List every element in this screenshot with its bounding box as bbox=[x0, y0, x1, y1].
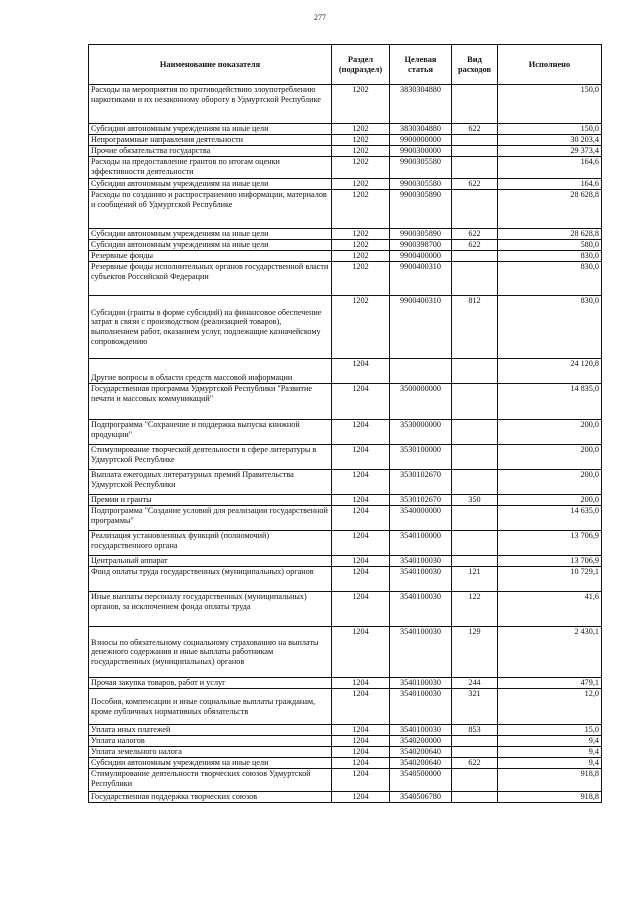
cell-section: 1202 bbox=[332, 251, 390, 262]
cell-target: 3540200640 bbox=[390, 747, 452, 758]
table-row bbox=[89, 627, 602, 678]
cell-section: 1204 bbox=[332, 567, 390, 592]
table-row bbox=[89, 296, 602, 359]
cell-amount: 28 628,8 bbox=[498, 190, 602, 229]
cell-kind: 321 bbox=[452, 689, 498, 725]
cell-kind bbox=[452, 769, 498, 792]
cell-kind: 622 bbox=[452, 179, 498, 190]
cell-section: 1204 bbox=[332, 736, 390, 747]
cell-name: Прочая закупка товаров, работ и услуг bbox=[89, 678, 332, 689]
cell-section: 1204 bbox=[332, 470, 390, 495]
cell-amount: 15,0 bbox=[498, 725, 602, 736]
cell-kind: 812 bbox=[452, 296, 498, 359]
cell-kind bbox=[452, 85, 498, 124]
cell-amount: 9,4 bbox=[498, 758, 602, 769]
cell-kind bbox=[452, 470, 498, 495]
table-row bbox=[89, 792, 602, 803]
cell-kind bbox=[452, 135, 498, 146]
cell-section: 1202 bbox=[332, 124, 390, 135]
cell-kind bbox=[452, 251, 498, 262]
cell-kind bbox=[452, 506, 498, 531]
cell-section: 1202 bbox=[332, 262, 390, 296]
cell-section: 1204 bbox=[332, 531, 390, 556]
cell-target: 3530000000 bbox=[390, 420, 452, 445]
cell-amount: 13 706,9 bbox=[498, 556, 602, 567]
cell-target: 3540506780 bbox=[390, 792, 452, 803]
cell-name: Расходы на мероприятия по противодействию злоупотреблению наркотиками и их незаконному обороту в Удмуртской Республике bbox=[89, 85, 332, 124]
cell-target: 9900305580 bbox=[390, 157, 452, 179]
table-row bbox=[89, 556, 602, 567]
header-amount: Исполнено bbox=[498, 45, 602, 85]
cell-name: Пособия, компенсации и иные социальные выплаты гражданам, кроме публичных нормативных обязательств bbox=[89, 689, 332, 725]
cell-section: 1204 bbox=[332, 359, 390, 384]
page-number: 277 bbox=[314, 13, 326, 22]
table-row bbox=[89, 359, 602, 384]
cell-target: 9900305890 bbox=[390, 190, 452, 229]
cell-amount: 150,0 bbox=[498, 85, 602, 124]
cell-amount: 200,0 bbox=[498, 420, 602, 445]
cell-kind bbox=[452, 420, 498, 445]
cell-kind bbox=[452, 747, 498, 758]
cell-target: 3540200640 bbox=[390, 758, 452, 769]
cell-amount: 830,0 bbox=[498, 296, 602, 359]
cell-name: Стимулирование деятельности творческих союзов Удмуртской Республики bbox=[89, 769, 332, 792]
cell-section: 1202 bbox=[332, 240, 390, 251]
cell-amount: 14 835,0 bbox=[498, 384, 602, 420]
table-row bbox=[89, 157, 602, 179]
table-row bbox=[89, 240, 602, 251]
table-row bbox=[89, 85, 602, 124]
cell-target: 3540200000 bbox=[390, 736, 452, 747]
cell-kind bbox=[452, 792, 498, 803]
cell-kind bbox=[452, 359, 498, 384]
cell-target: 3540100030 bbox=[390, 725, 452, 736]
cell-target: 3540100030 bbox=[390, 678, 452, 689]
cell-target: 3540100000 bbox=[390, 531, 452, 556]
cell-section: 1202 bbox=[332, 146, 390, 157]
cell-name: Субсидии автономным учреждениям на иные цели bbox=[89, 229, 332, 240]
cell-name: Премии и гранты bbox=[89, 495, 332, 506]
cell-name: Непрограммные направления деятельности bbox=[89, 135, 332, 146]
cell-amount: 9,4 bbox=[498, 736, 602, 747]
table-row bbox=[89, 495, 602, 506]
cell-amount: 200,0 bbox=[498, 445, 602, 470]
cell-target: 3540100030 bbox=[390, 689, 452, 725]
table-row bbox=[89, 689, 602, 725]
table-row bbox=[89, 384, 602, 420]
cell-name: Взносы по обязательному социальному страхованию на выплаты денежного содержания и иные выплаты работникам государственных (муниципальных) органов bbox=[89, 627, 332, 678]
cell-section: 1204 bbox=[332, 725, 390, 736]
table-row bbox=[89, 747, 602, 758]
cell-kind bbox=[452, 445, 498, 470]
cell-name: Выплата ежегодных литературных премий Правительства Удмуртской Республики bbox=[89, 470, 332, 495]
cell-target: 3540100030 bbox=[390, 556, 452, 567]
cell-section: 1202 bbox=[332, 157, 390, 179]
cell-amount: 164,6 bbox=[498, 157, 602, 179]
header-section: Раздел (подраздел) bbox=[332, 45, 390, 85]
cell-kind: 350 bbox=[452, 495, 498, 506]
cell-section: 1204 bbox=[332, 495, 390, 506]
table-row bbox=[89, 531, 602, 556]
header-kind: Вид расходов bbox=[452, 45, 498, 85]
cell-amount: 164,6 bbox=[498, 179, 602, 190]
cell-amount: 30 203,4 bbox=[498, 135, 602, 146]
cell-section: 1204 bbox=[332, 506, 390, 531]
table-header-row bbox=[89, 45, 602, 85]
cell-target: 3530102670 bbox=[390, 470, 452, 495]
cell-section: 1202 bbox=[332, 179, 390, 190]
cell-name: Прочие обязательства государства bbox=[89, 146, 332, 157]
cell-name: Реализация установленных функций (полномочий) государственного органа bbox=[89, 531, 332, 556]
cell-section: 1204 bbox=[332, 445, 390, 470]
budget-execution-table bbox=[88, 44, 602, 803]
cell-kind: 853 bbox=[452, 725, 498, 736]
cell-kind: 122 bbox=[452, 592, 498, 627]
cell-section: 1204 bbox=[332, 420, 390, 445]
table-row bbox=[89, 135, 602, 146]
table-row bbox=[89, 179, 602, 190]
cell-amount: 10 729,1 bbox=[498, 567, 602, 592]
cell-kind bbox=[452, 190, 498, 229]
cell-section: 1204 bbox=[332, 678, 390, 689]
cell-name: Уплата иных платежей bbox=[89, 725, 332, 736]
cell-name: Иные выплаты персоналу государственных (муниципальных) органов, за исключением фонда оплаты труда bbox=[89, 592, 332, 627]
cell-target: 3540100030 bbox=[390, 567, 452, 592]
table-row bbox=[89, 592, 602, 627]
cell-name: Другие вопросы в области средств массовой информации bbox=[89, 359, 332, 384]
cell-amount: 200,0 bbox=[498, 470, 602, 495]
table-row bbox=[89, 146, 602, 157]
cell-kind: 121 bbox=[452, 567, 498, 592]
cell-amount: 13 706,9 bbox=[498, 531, 602, 556]
cell-amount: 2 430,1 bbox=[498, 627, 602, 678]
cell-amount: 14 635,0 bbox=[498, 506, 602, 531]
cell-amount: 150,0 bbox=[498, 124, 602, 135]
table-row bbox=[89, 420, 602, 445]
cell-name: Подпрограмма "Сохранение и поддержка выпуска книжной продукции" bbox=[89, 420, 332, 445]
cell-amount: 830,0 bbox=[498, 251, 602, 262]
cell-name: Уплата налогов bbox=[89, 736, 332, 747]
cell-name: Субсидии автономным учреждениям на иные цели bbox=[89, 240, 332, 251]
table-row bbox=[89, 769, 602, 792]
cell-section: 1204 bbox=[332, 769, 390, 792]
cell-target: 3540000000 bbox=[390, 506, 452, 531]
cell-amount: 580,0 bbox=[498, 240, 602, 251]
cell-amount: 24 120,8 bbox=[498, 359, 602, 384]
table-row bbox=[89, 124, 602, 135]
cell-kind: 622 bbox=[452, 240, 498, 251]
table-row bbox=[89, 736, 602, 747]
cell-section: 1204 bbox=[332, 792, 390, 803]
cell-target: 3530100000 bbox=[390, 445, 452, 470]
cell-name: Субсидии автономным учреждениям на иные цели bbox=[89, 124, 332, 135]
cell-target: 9900000000 bbox=[390, 135, 452, 146]
cell-kind bbox=[452, 146, 498, 157]
cell-section: 1204 bbox=[332, 384, 390, 420]
cell-section: 1204 bbox=[332, 627, 390, 678]
table-row bbox=[89, 758, 602, 769]
cell-target: 3830304880 bbox=[390, 85, 452, 124]
header-name: Наименование показателя bbox=[89, 45, 332, 85]
cell-name: Фонд оплаты труда государственных (муниципальных) органов bbox=[89, 567, 332, 592]
table-row bbox=[89, 678, 602, 689]
table-row bbox=[89, 445, 602, 470]
cell-amount: 9,4 bbox=[498, 747, 602, 758]
cell-target: 3540500000 bbox=[390, 769, 452, 792]
cell-target: 9900398700 bbox=[390, 240, 452, 251]
cell-target: 3530102670 bbox=[390, 495, 452, 506]
cell-kind: 622 bbox=[452, 124, 498, 135]
cell-name: Центральный аппарат bbox=[89, 556, 332, 567]
cell-amount: 830,0 bbox=[498, 262, 602, 296]
cell-target: 3830304880 bbox=[390, 124, 452, 135]
cell-name: Резервные фонды исполнительных органов государственной власти субъектов Российской Федерации bbox=[89, 262, 332, 296]
cell-target: 9900305580 bbox=[390, 179, 452, 190]
cell-amount: 200,0 bbox=[498, 495, 602, 506]
cell-kind bbox=[452, 384, 498, 420]
cell-target: 9900300000 bbox=[390, 146, 452, 157]
cell-amount: 41,6 bbox=[498, 592, 602, 627]
table-row bbox=[89, 190, 602, 229]
cell-section: 1204 bbox=[332, 758, 390, 769]
cell-section: 1202 bbox=[332, 229, 390, 240]
cell-name: Расходы на предоставление грантов по итогам оценки эффективности деятельности bbox=[89, 157, 332, 179]
cell-target: 9900305890 bbox=[390, 229, 452, 240]
cell-name: Расходы по созданию и распространению информации, материалов и сообщений об Удмуртской Республике bbox=[89, 190, 332, 229]
table-row bbox=[89, 567, 602, 592]
table-row bbox=[89, 725, 602, 736]
cell-section: 1202 bbox=[332, 190, 390, 229]
cell-target: 3500000000 bbox=[390, 384, 452, 420]
cell-section: 1204 bbox=[332, 592, 390, 627]
cell-amount: 918,8 bbox=[498, 792, 602, 803]
cell-target: 9900400000 bbox=[390, 251, 452, 262]
cell-section: 1202 bbox=[332, 135, 390, 146]
cell-name: Подпрограмма "Создание условий для реализации государственной программы" bbox=[89, 506, 332, 531]
cell-name: Субсидии автономным учреждениям на иные цели bbox=[89, 758, 332, 769]
cell-amount: 29 373,4 bbox=[498, 146, 602, 157]
header-target: Целевая статья bbox=[390, 45, 452, 85]
cell-target: 3540100030 bbox=[390, 592, 452, 627]
cell-amount: 28 628,8 bbox=[498, 229, 602, 240]
cell-section: 1202 bbox=[332, 296, 390, 359]
cell-section: 1202 bbox=[332, 85, 390, 124]
cell-name: Государственная программа Удмуртской Республики "Развитие печати и массовых коммуникаций" bbox=[89, 384, 332, 420]
cell-amount: 12,0 bbox=[498, 689, 602, 725]
cell-kind bbox=[452, 531, 498, 556]
cell-kind bbox=[452, 157, 498, 179]
table-row bbox=[89, 229, 602, 240]
cell-kind: 244 bbox=[452, 678, 498, 689]
cell-kind: 622 bbox=[452, 229, 498, 240]
cell-target: 9900400310 bbox=[390, 262, 452, 296]
cell-target bbox=[390, 359, 452, 384]
cell-kind: 622 bbox=[452, 758, 498, 769]
cell-kind bbox=[452, 736, 498, 747]
cell-name: Стимулирование творческой деятельности в сфере литературы в Удмуртской Республике bbox=[89, 445, 332, 470]
cell-target: 9900400310 bbox=[390, 296, 452, 359]
table-row bbox=[89, 251, 602, 262]
cell-amount: 479,1 bbox=[498, 678, 602, 689]
cell-kind bbox=[452, 262, 498, 296]
table-row bbox=[89, 470, 602, 495]
cell-section: 1204 bbox=[332, 556, 390, 567]
cell-section: 1204 bbox=[332, 689, 390, 725]
cell-name: Государственная поддержка творческих союзов bbox=[89, 792, 332, 803]
cell-kind bbox=[452, 556, 498, 567]
cell-name: Субсидии (гранты в форме субсидий) на финансовое обеспечение затрат в связи с производством (реализацией товаров), выполнением работ, оказанием услуг, подлежащие казначейскому сопровождению bbox=[89, 296, 332, 359]
cell-name: Резервные фонды bbox=[89, 251, 332, 262]
cell-target: 3540100030 bbox=[390, 627, 452, 678]
cell-amount: 918,8 bbox=[498, 769, 602, 792]
table-row bbox=[89, 262, 602, 296]
cell-name: Субсидии автономным учреждениям на иные цели bbox=[89, 179, 332, 190]
cell-section: 1204 bbox=[332, 747, 390, 758]
cell-name: Уплата земельного налога bbox=[89, 747, 332, 758]
table-row bbox=[89, 506, 602, 531]
cell-kind: 129 bbox=[452, 627, 498, 678]
